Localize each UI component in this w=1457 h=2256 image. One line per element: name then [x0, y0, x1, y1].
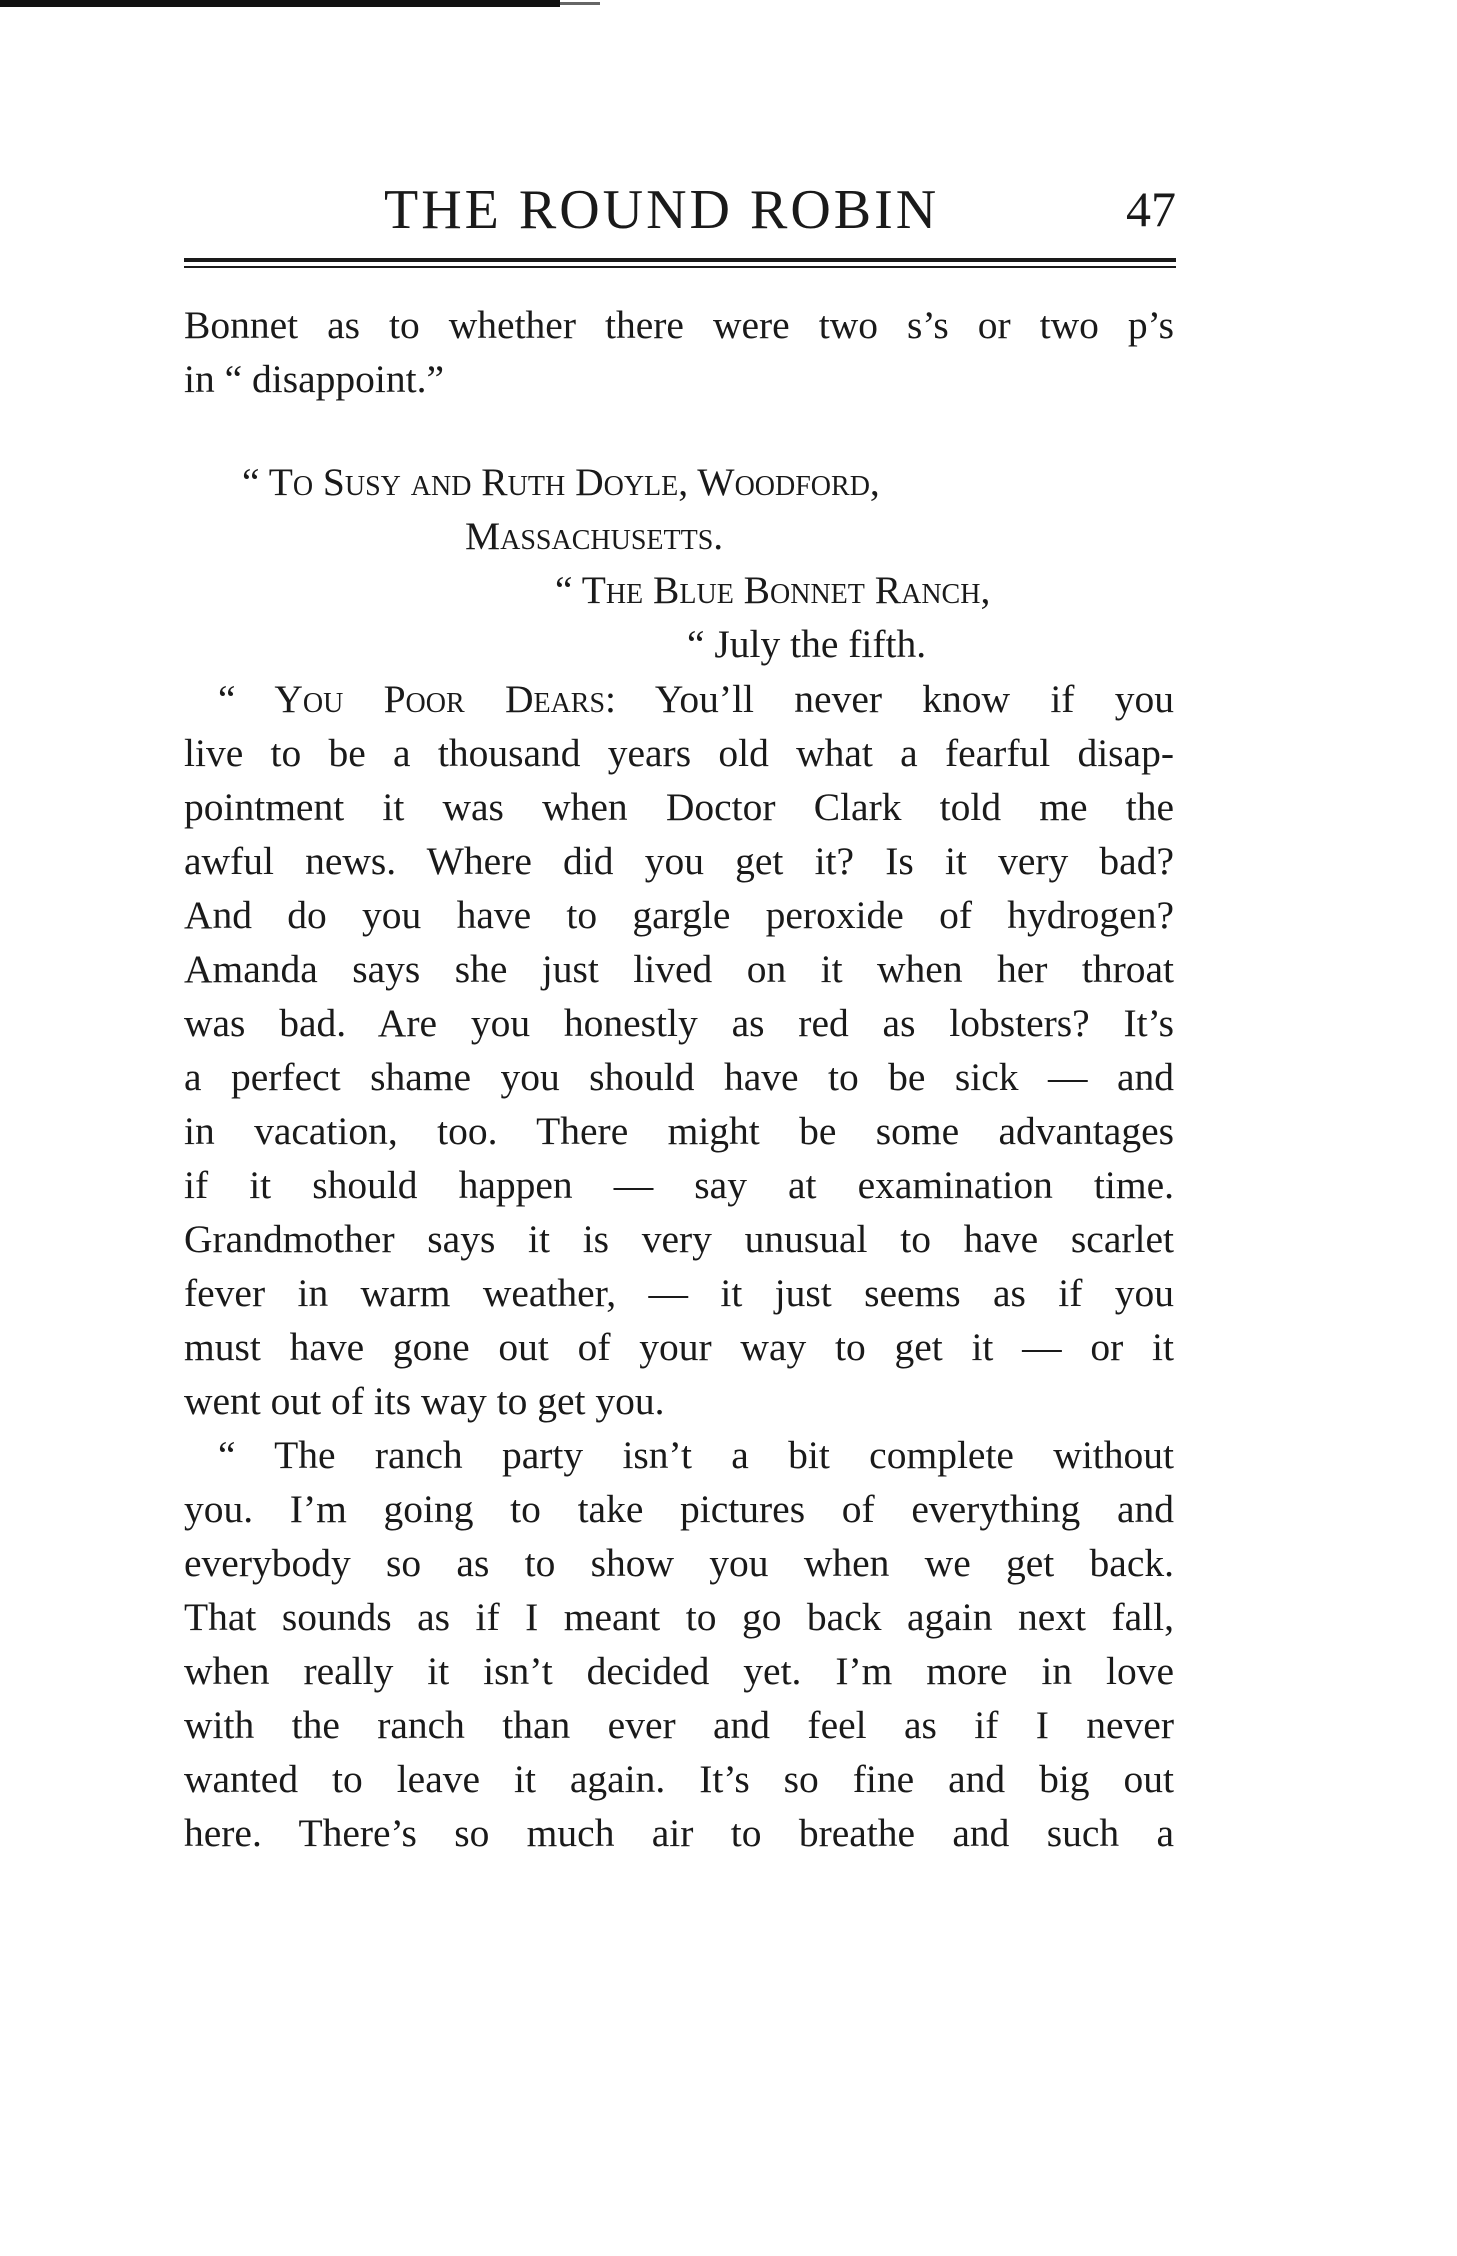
text-line: pointment it was when Doctor Clark told me the — [184, 785, 1174, 829]
text-line: fever in warm weather, — it just seems as if you — [184, 1271, 1174, 1315]
text-line: And do you have to gargle peroxide of hydrogen? — [184, 893, 1174, 937]
scan-edge-mark — [0, 0, 560, 7]
header-rule-thin — [184, 266, 1176, 268]
scan-edge-fade — [560, 2, 600, 5]
text-line: must have gone out of your way to get it — or it — [184, 1325, 1174, 1369]
text-line: here. There’s so much air to breathe and such a — [184, 1811, 1174, 1855]
address-ranch: “ The Blue Bonnet Ranch, — [555, 568, 991, 612]
text-line: if it should happen — say at examination time. — [184, 1163, 1174, 1207]
text-line: in “ disappoint.” — [184, 357, 444, 401]
text-line: went out of its way to get you. — [184, 1379, 665, 1423]
text-line: “ The ranch party isn’t a bit complete without — [218, 1433, 1174, 1477]
text-line: Amanda says she just lived on it when her throat — [184, 947, 1174, 991]
text-line: everybody so as to show you when we get back. — [184, 1541, 1174, 1585]
text-line: wanted to leave it again. It’s so fine and big out — [184, 1757, 1174, 1801]
text-line: with the ranch than ever and feel as if I never — [184, 1703, 1174, 1747]
address-state: Massachusetts. — [465, 514, 724, 558]
text-line: awful news. Where did you get it? Is it very bad? — [184, 839, 1174, 883]
running-title: THE ROUND ROBIN — [384, 179, 940, 241]
salutation-continuation: You’ll never know if you — [654, 677, 1174, 721]
text-line: live to be a thousand years old what a fearful disap- — [184, 731, 1174, 775]
text-line: in vacation, too. There might be some advantages — [184, 1109, 1174, 1153]
text-line: you. I’m going to take pictures of everything and — [184, 1487, 1174, 1531]
text-line: was bad. Are you honestly as red as lobsters? It’s — [184, 1001, 1174, 1045]
page-header — [184, 178, 1176, 248]
text-line: That sounds as if I meant to go back again next fall, — [184, 1595, 1174, 1639]
salutation-line — [218, 672, 1174, 726]
salutation: “ You Poor Dears: — [218, 677, 617, 721]
address-date: “ July the fifth. — [687, 622, 927, 666]
text-line: when really it isn’t decided yet. I’m more in love — [184, 1649, 1174, 1693]
page-number: 47 — [1126, 181, 1176, 237]
address-recipient: “ To Susy and Ruth Doyle, Woodford, — [242, 460, 880, 504]
text-line: a perfect shame you should have to be sick — and — [184, 1055, 1174, 1099]
text-line: Bonnet as to whether there were two s’s or two p’s — [184, 303, 1174, 347]
text-line: Grandmother says it is very unusual to have scarlet — [184, 1217, 1174, 1261]
header-rule-thick — [184, 258, 1176, 262]
